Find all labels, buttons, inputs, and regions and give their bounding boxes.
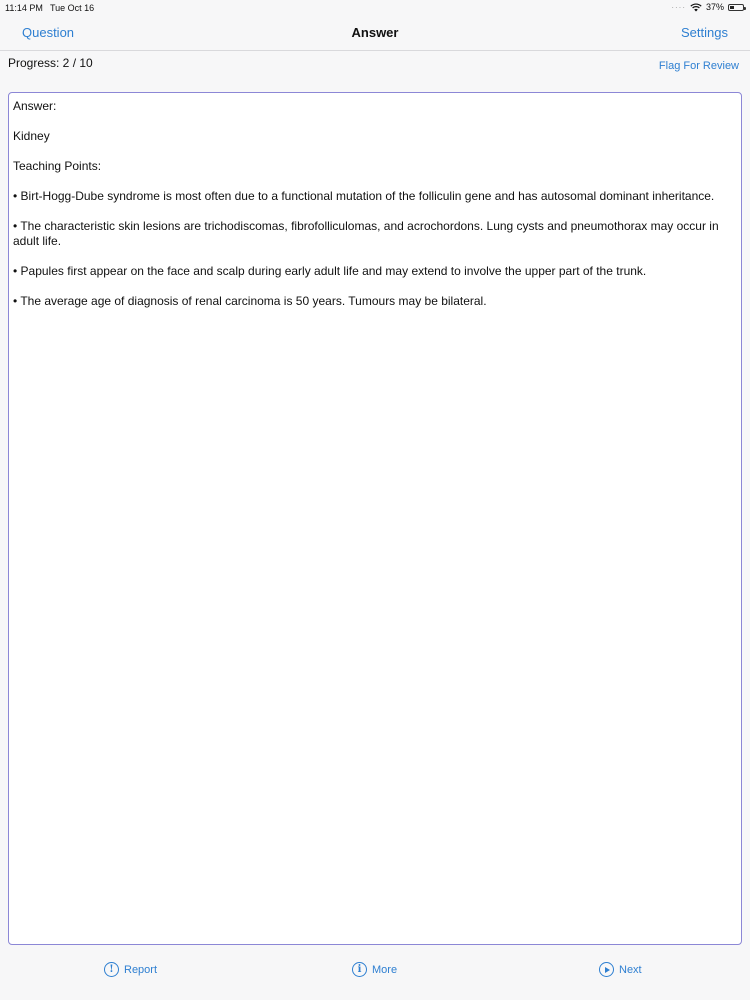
next-button[interactable] <box>599 962 642 977</box>
battery-icon <box>728 4 744 11</box>
wifi-icon <box>690 3 702 12</box>
status-time: 11:14 PM <box>5 3 43 13</box>
report-button[interactable] <box>104 962 157 977</box>
teaching-point: • The average age of diagnosis of renal carcinoma is 50 years. Tumours may be bilateral. <box>13 294 487 308</box>
exclamation-circle-icon: ! <box>104 962 119 977</box>
teaching-points-heading: Teaching Points: <box>13 159 102 173</box>
teaching-point: • Birt-Hogg-Dube syndrome is most often due to a functional mutation of the folliculin gene and has autosomal dominant inheritance. <box>13 189 715 203</box>
info-circle-icon: i <box>352 962 367 977</box>
question-button[interactable]: Question <box>22 25 75 40</box>
status-bar <box>0 0 750 16</box>
settings-button[interactable]: Settings <box>681 25 728 40</box>
teaching-point: • Papules first appear on the face and scalp during early adult life and may extend to involve the upper part of the trunk. <box>13 264 647 278</box>
play-circle-icon <box>599 962 614 977</box>
more-label: More <box>372 963 398 976</box>
answer-value: Kidney <box>13 129 50 143</box>
answer-text-area[interactable] <box>8 92 742 945</box>
progress-indicator: Progress: 2 / 10 <box>8 56 93 70</box>
answer-heading: Answer: <box>13 99 57 113</box>
signal-icon: ···· <box>671 2 686 12</box>
status-right <box>671 2 744 12</box>
flag-for-review-button[interactable]: Flag For Review <box>658 60 739 72</box>
report-label: Report <box>124 963 158 976</box>
status-date: Tue Oct 16 <box>50 3 95 13</box>
bottom-toolbar <box>0 952 750 992</box>
more-button[interactable] <box>352 962 397 977</box>
teaching-point: • The characteristic skin lesions are trichodiscomas, fibrofolliculomas, and acrochordons. Lung cysts and pneumothorax may occur in adult life. <box>13 219 719 248</box>
next-label: Next <box>619 963 642 976</box>
nav-bar <box>0 16 750 51</box>
battery-percent: 37% <box>705 2 724 12</box>
page-title: Answer <box>351 25 399 40</box>
